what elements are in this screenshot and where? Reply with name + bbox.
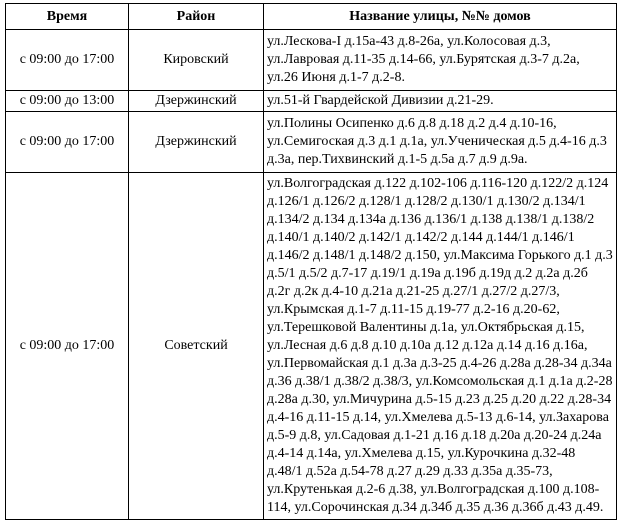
streets-cell: ул.Лескова-I д.15а-43 д.8-26а, ул.Колосовая д.3, ул.Лавровая д.11-35 д.14-66, ул.Бурятская д.3-7 д.2а, ул.26 Июня д.1-7 д.2-8. (264, 30, 617, 91)
header-row (6, 4, 617, 30)
table-header (6, 4, 617, 30)
district-cell: Советский (129, 173, 264, 520)
column-header-district: Район (129, 4, 264, 30)
time-cell: с 09:00 до 13:00 (6, 91, 129, 112)
district-cell: Дзержинский (129, 112, 264, 173)
streets-cell: ул.Волгоградская д.122 д.102-106 д.116-120 д.122/2 д.124 д.126/1 д.126/2 д.128/1 д.128/2 д.130/1 д.130/2 д.134/1 д.134/2 д.134 д.134а д.136 д.136/1 д.138 д.138/1 д.138/2 д.140/1 д.140/2 д.142/1 д.142/2 д.144 д.144/1 д.146/1 д.146/2 д.148/1 д.148/2 д.150, ул.Максима Горького д.1 д.3 д.5/1 д.5/2 д.7-17 д.19/1 д.19а д.19б д.19д д.2 д.2а д.2б д.2г д.2к д.4-10 д.21а д.21-25 д.27/1 д.27/2 д.27/3, ул.Крымская д.1-7 д.11-15 д.19-77 д.2-16 д.20-62, ул.Терешковой Валентины д.1а, ул.Октябрьская д.15, ул.Лесная д.6 д.8 д.10 д.10а д.12 д.12а д.14 д.16 д.16а, ул.Первомайская д.1 д.3а д.3-25 д.4-26 д.28а д.28-34 д.34а д.36 д.38/1 д.38/2 д.38/3, ул.Комсомольская д.1 д.1а д.2-28 д.28а д.30, ул.Мичурина д.5-15 д.23 д.25 д.20 д.22 д.28-34 д.4-16 д.11-15 д.14, ул.Хмелева д.5-13 д.6-14, ул.Захарова д.5-9 д.8, ул.Садовая д.1-21 д.16 д.18 д.20а д.20-24 д.24а д.4-14 д.14а, ул.Хмелева д.15, ул.Курочкина д.32-48 д.48/1 д.52а д.54-78 д.27 д.29 д.33 д.35а д.35-73, ул.Крутенькая д.2-6 д.38, ул.Волгоградская д.100 д.108-114, ул.Сорочинская д.34 д.34б д.35 д.36 д.36б д.43 д.49. (264, 173, 617, 520)
time-cell: с 09:00 до 17:00 (6, 112, 129, 173)
streets-cell: ул.51-й Гвардейской Дивизии д.21-29. (264, 91, 617, 112)
outage-schedule-table (5, 3, 617, 520)
table-row (6, 112, 617, 173)
time-cell: с 09:00 до 17:00 (6, 30, 129, 91)
column-header-time: Время (6, 4, 129, 30)
streets-cell: ул.Полины Осипенко д.6 д.8 д.18 д.2 д.4 д.10-16, ул.Семигоская д.3 д.1 д.1а, ул.Ученическая д.5 д.4-16 д.3 д.3а, пер.Тихвинский д.1-5 д.5а д.7 д.9 д.9а. (264, 112, 617, 173)
district-cell: Кировский (129, 30, 264, 91)
table-body (6, 30, 617, 520)
column-header-streets: Название улицы, №№ домов (264, 4, 617, 30)
time-cell: с 09:00 до 17:00 (6, 173, 129, 520)
district-cell: Дзержинский (129, 91, 264, 112)
table-row (6, 30, 617, 91)
table-row (6, 91, 617, 112)
table-row (6, 173, 617, 520)
